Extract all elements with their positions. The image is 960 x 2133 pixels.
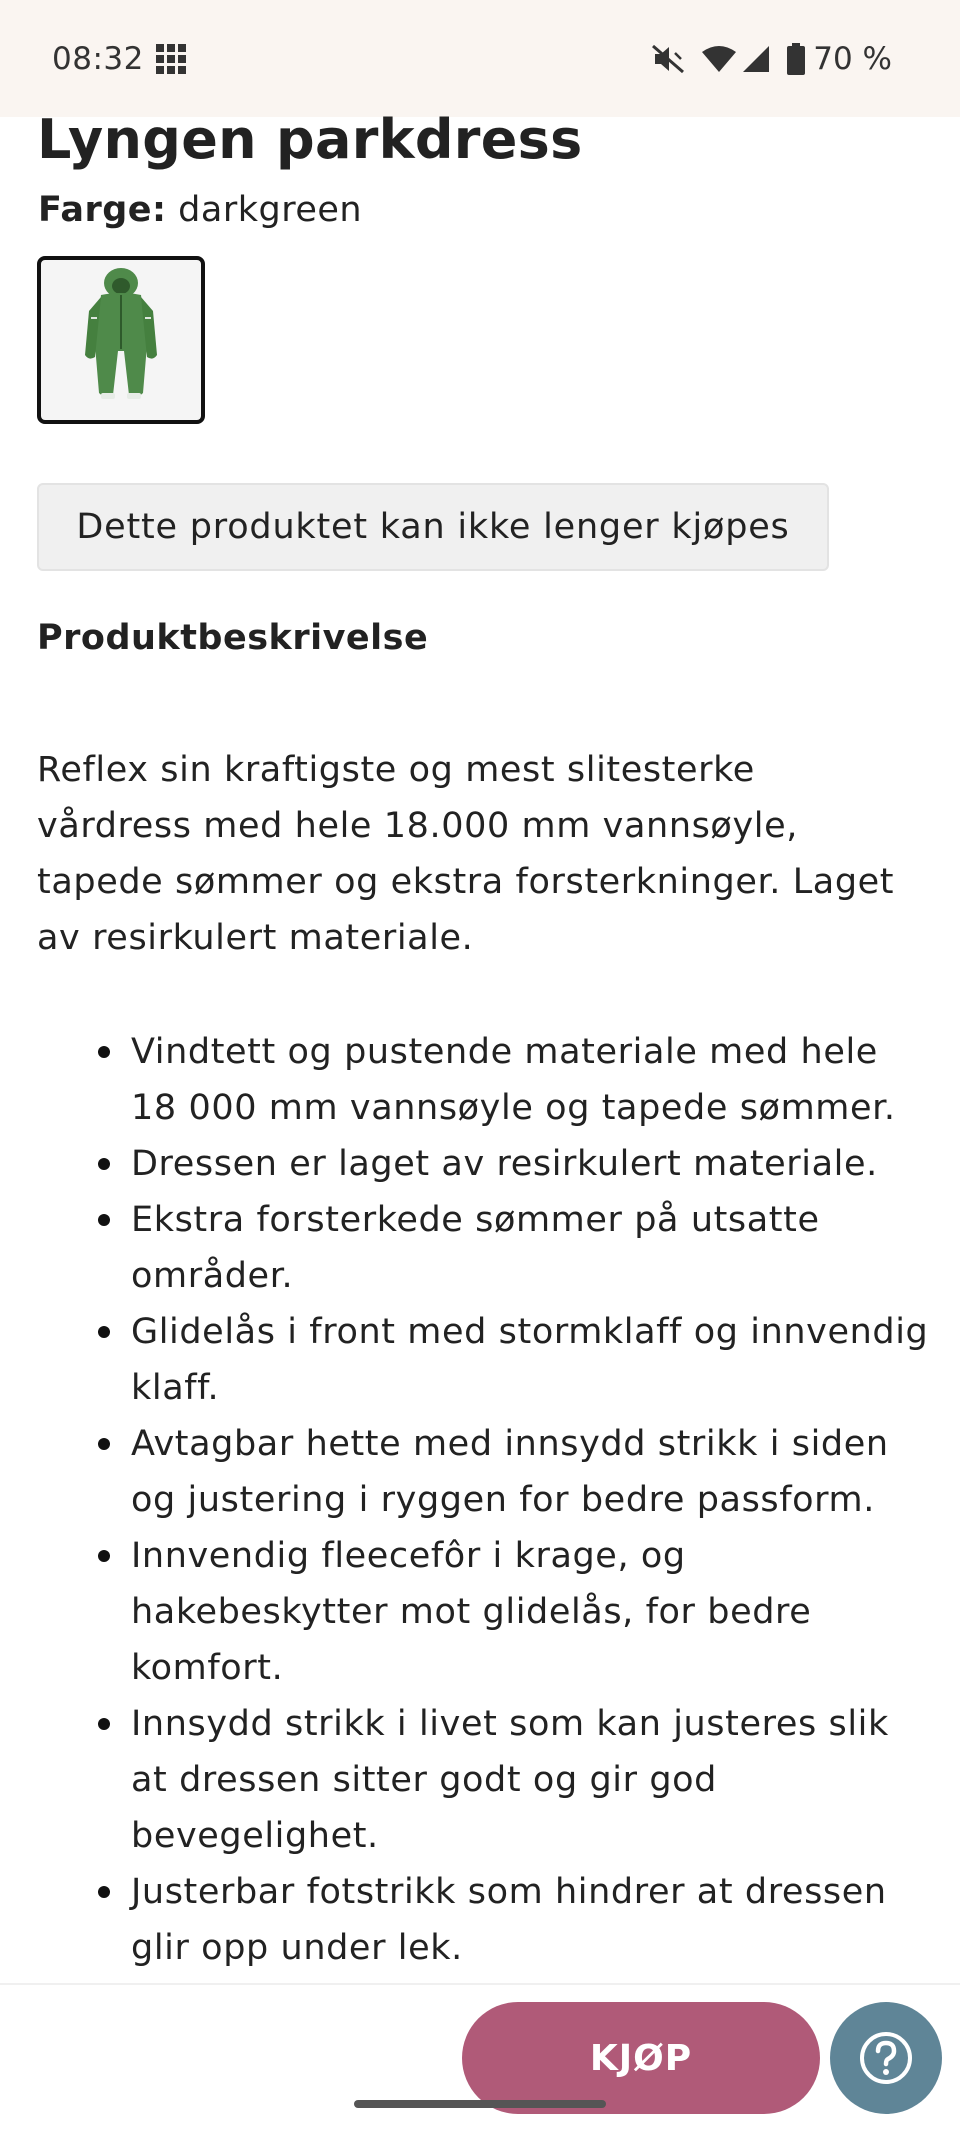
wifi-icon [701, 44, 737, 74]
list-item [93, 1528, 933, 1696]
color-row [38, 190, 362, 230]
help-button[interactable] [830, 2002, 942, 2114]
list-item [93, 1696, 933, 1864]
list-item-text: Vindtett og pustende materiale med hele 18 000 mm vannsøyle og tapede sømmer. [131, 1032, 896, 1128]
list-item-text: Avtagbar hette med innsydd strikk i siden og justering i ryggen for bedre passform. [131, 1424, 889, 1520]
list-item-text: Innvendig fleecefôr i krage, og hakebeskytter mot glidelås, for bedre komfort. [131, 1536, 812, 1688]
description-heading: Produktbeskrivelse [37, 618, 429, 658]
list-item-text: Innsydd strikk i livet som kan justeres slik at dressen sitter godt og gir god bevegelighet. [131, 1704, 889, 1856]
product-title: Lyngen parkdress [37, 108, 583, 171]
parkdress-image [61, 265, 181, 415]
bullet-icon [98, 1550, 110, 1562]
list-item [93, 1024, 933, 1136]
battery-percent: 70 % [813, 40, 892, 77]
list-item-text: Dressen er laget av resirkulert materiale. [131, 1144, 878, 1184]
battery-icon [787, 43, 805, 75]
question-icon [858, 2030, 914, 2086]
bullet-icon [98, 1158, 110, 1170]
list-item-text: Justerbar fotstrikk som hindrer at dressen glir opp under lek. [131, 1872, 887, 1968]
grid-icon [156, 44, 186, 74]
home-indicator[interactable] [354, 2100, 606, 2108]
bullet-icon [98, 1214, 110, 1226]
bullet-icon [98, 1046, 110, 1058]
list-item [93, 1192, 933, 1304]
signal-icon [741, 44, 771, 74]
list-item [93, 1864, 933, 1976]
feature-list [93, 1024, 933, 1976]
description-intro: Reflex sin kraftigste og mest slitesterke vårdress med hele 18.000 mm vannsøyle, tapede sømmer og ekstra forsterkninger. Laget av resirkulert materiale. [37, 750, 895, 958]
color-value: darkgreen [178, 190, 363, 230]
list-item [93, 1304, 933, 1416]
list-item-text: Glidelås i front med stormklaff og innvendig klaff. [131, 1312, 929, 1408]
color-thumbnail[interactable] [37, 256, 205, 424]
bullet-icon [98, 1886, 110, 1898]
bullet-icon [98, 1438, 110, 1450]
bullet-icon [98, 1718, 110, 1730]
buy-button[interactable]: KJØP [462, 2002, 820, 2114]
list-item [93, 1136, 933, 1192]
status-time: 08:32 [52, 40, 144, 77]
list-item [93, 1416, 933, 1528]
bullet-icon [98, 1326, 110, 1338]
color-label: Farge: [38, 190, 167, 230]
status-left [52, 41, 186, 77]
unavailable-notice: Dette produktet kan ikke lenger kjøpes [37, 483, 829, 571]
mute-icon [651, 44, 685, 74]
status-right [635, 41, 892, 77]
list-item-text: Ekstra forsterkede sømmer på utsatte områder. [131, 1200, 820, 1296]
status-bar [0, 0, 960, 117]
